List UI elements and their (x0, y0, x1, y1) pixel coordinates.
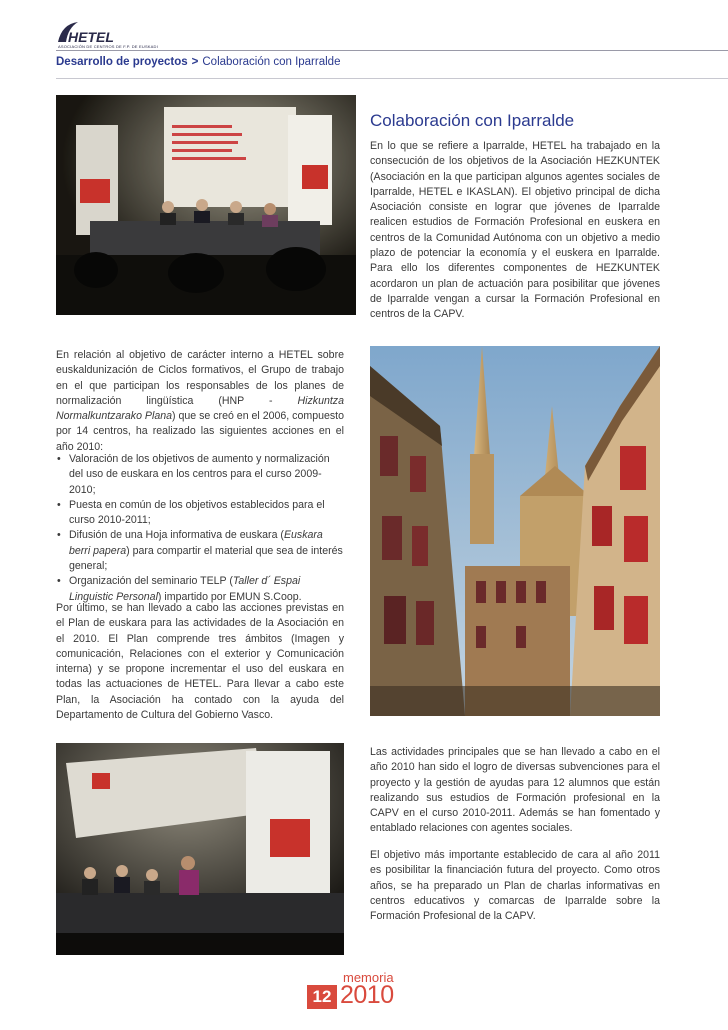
left-paragraph-1-em: Hizkuntza Normalkuntzarako Plana (56, 394, 344, 423)
left-paragraph-1-b: ) que se creó en el 2006, compuesto por 14 centros, ha realizado las siguientes acciones en el año 2010: (56, 410, 345, 453)
breadcrumb-current: Colaboración con Iparralde (202, 56, 341, 68)
page-number: 12 (307, 985, 337, 1009)
breadcrumb-rule (56, 78, 728, 79)
bullet-em: Euskara berri papera (69, 529, 323, 557)
list-item: • Valoración de los objetivos de aumento y normalización del uso de euskara en los centros para el curso 2009-2010; (57, 453, 330, 496)
right-paragraph-2: El objetivo más importante establecido de cara al año 2011 es posibilitar la financiación futura del proyecto. Como otros años, se ha preparado un Plan de charlas informativas en centros educativos y comarcas de Iparralde sobre la Formación Profesional de la CAPV. (370, 849, 660, 923)
hetel-logo (56, 14, 158, 49)
memoria-label: memoria (343, 970, 394, 985)
breadcrumb (56, 56, 340, 68)
breadcrumb-section[interactable]: Desarrollo de proyectos (56, 56, 188, 68)
intro-paragraph: En lo que se refiere a Iparralde, HETEL ha trabajado en la consecución de los objetivos de la Asociación HEZKUNTEK (Asociación en la que participan algunos agentes sociales de Iparralde, HETEL e IKASLAN). El objetivo principal de dicha Asociación consiste en lograr que jóvenes de Iparralde realicen estudios de Formación Profesional en euskera en centros de la Comunidad Autónoma con un objetivo a medio plazo de potenciar la economía y el euskera en Iparralde. Para ello los diferentes componentes de HEZKUNTEK acordaron un plan de actuación para posibilitar que jóvenes de Iparralde vengan a cursar la Formación Profesional en centros de la CAPV. (370, 140, 660, 321)
conference-photo-1-image (56, 95, 356, 315)
left-paragraph-1-a: En relación al objetivo de carácter interno a HETEL sobre euskaldunización de Ciclos formativos, el Grupo de trabajo en el que participan los responsables de los planes de normalización lingüística (HNP - (56, 349, 344, 407)
logo-text: HETEL (68, 29, 114, 45)
memoria-year: 2010 (340, 981, 394, 1009)
actions-list (56, 452, 344, 605)
right-paragraph-1: Las actividades principales que se han llevado a cabo en el año 2010 han sido el logro de diversas subvenciones para el proyecto y la gestión de ayudas para 12 alumnos que están realizando sus estudios de Formación profesional en la CAPV en el curso 2010-2011. Además se han fomentado y entablado relaciones con agentes sociales. (370, 746, 660, 835)
conference-photo-2 (56, 743, 344, 955)
breadcrumb-separator: > (191, 56, 199, 68)
bullet-em: Taller d´ Espai Linguistic Personal (69, 575, 301, 603)
left-paragraph-2: Por último, se han llevado a cabo las acciones previstas en el Plan de euskara para las actividades de la Asociación en el 2010. El Plan comprende tres ámbitos (Imagen y comunicación, Relaciones con el exterior y Comunicación interna) y se propone incrementar el uso del euskara en todas las actuaciones de HETEL. Para llevar a cabo este Plan, la Asociación ha contado con la ayuda del Departamento de Cultura del Gobierno Vasco. (56, 602, 344, 722)
cathedral-street-photo (370, 346, 660, 716)
header-rule (56, 50, 728, 51)
conference-photo-2-image (56, 743, 344, 955)
bullet-pre: Organización del seminario TELP ( (69, 575, 233, 588)
list-item: • Puesta en común de los objetivos establecidos para el curso 2010-2011; (57, 498, 325, 527)
bullet-post: ) para compartir el material que sea de interés general; (69, 544, 343, 573)
list-item: • Difusión de una Hoja informativa de euskara (Euskara berri papera) para compartir el material que sea de interés general; (57, 529, 343, 573)
left-paragraph-1 (56, 348, 344, 455)
cathedral-street-photo-image (370, 346, 660, 716)
bullet-text: Puesta en común de los objetivos establecidos para el curso 2010-2011; (69, 498, 325, 527)
section-title: Colaboración con Iparralde (370, 111, 575, 130)
bullet-text: Valoración de los objetivos de aumento y normalización del uso de euskara en los centros para el curso 2009-2010; (69, 453, 330, 496)
bullet-pre: Difusión de una Hoja informativa de euskara ( (69, 529, 284, 542)
conference-photo-1 (56, 95, 356, 315)
logo-subtitle: ASOCIACIÓN DE CENTROS DE F.P. DE EUSKADI (58, 44, 158, 49)
bullet-post: ) impartido por EMUN S.Coop. (157, 590, 302, 603)
list-item: • Organización del seminario TELP (Taller d´ Espai Linguistic Personal) impartido por EMUN S.Coop. (57, 575, 302, 603)
